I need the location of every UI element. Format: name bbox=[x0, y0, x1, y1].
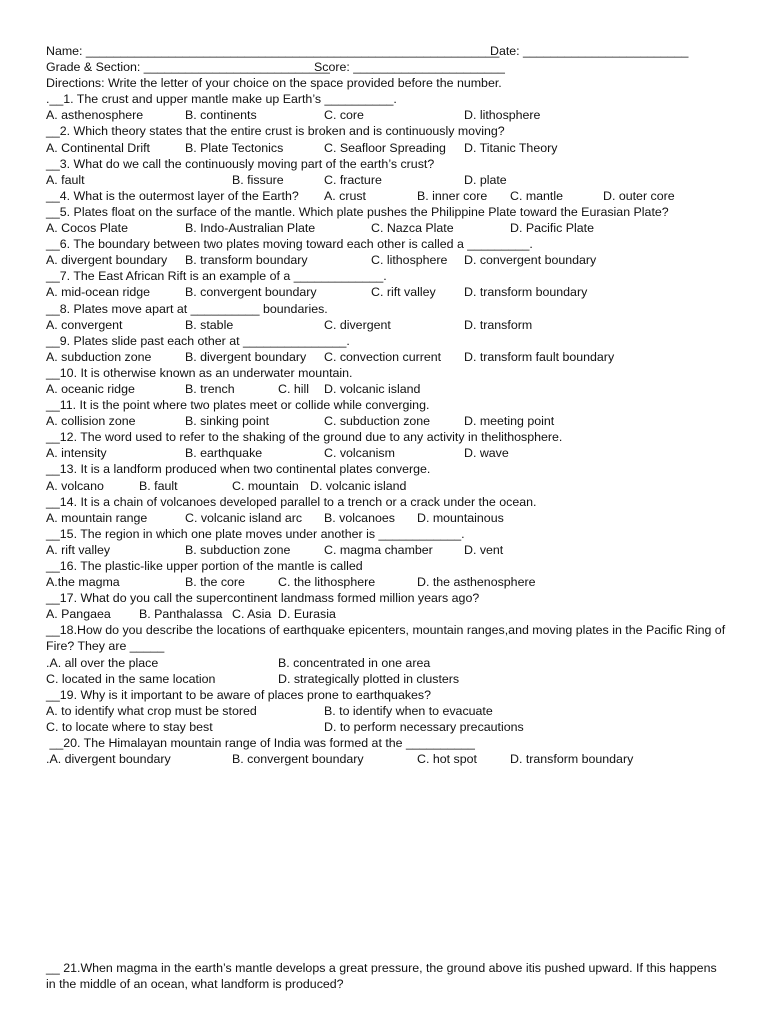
question-text: __6. The boundary between two plates moving toward each other is called a _________. bbox=[46, 237, 533, 252]
option: B. the core bbox=[185, 575, 245, 590]
option: A. volcano bbox=[46, 478, 104, 493]
option: A. Continental Drift bbox=[46, 140, 150, 155]
option: C. magma chamber bbox=[324, 542, 433, 557]
option: D. plate bbox=[464, 172, 507, 187]
question bbox=[46, 301, 726, 317]
option: A. asthenosphere bbox=[46, 108, 144, 123]
option: B. volcanoes bbox=[324, 510, 395, 525]
option: A. fault bbox=[46, 172, 85, 187]
directions bbox=[46, 75, 726, 91]
option: B. fault bbox=[139, 478, 178, 493]
question-text: __17. What do you call the supercontinent landmass formed million years ago? bbox=[46, 591, 480, 606]
options-row bbox=[46, 220, 726, 236]
option: C. volcanism bbox=[324, 446, 395, 461]
question bbox=[46, 494, 726, 510]
question-text: __13. It is a landform produced when two continental plates converge. bbox=[46, 462, 431, 477]
question bbox=[46, 268, 726, 284]
date-field[interactable]: Date: ________________________ bbox=[490, 44, 689, 58]
question bbox=[46, 365, 726, 381]
question bbox=[46, 461, 726, 477]
option: C. the lithosphere bbox=[278, 575, 376, 590]
option: A. intensity bbox=[46, 446, 107, 461]
option: C. subduction zone bbox=[324, 414, 431, 429]
options-row bbox=[46, 671, 726, 687]
question bbox=[46, 188, 726, 204]
option: B. inner core bbox=[417, 188, 488, 203]
option: D. vent bbox=[464, 542, 504, 557]
name-field[interactable]: Name: ____________________________________________________________ bbox=[46, 44, 500, 58]
option: B. stable bbox=[185, 317, 234, 332]
option: D. wave bbox=[464, 446, 509, 461]
options-row bbox=[46, 478, 726, 494]
option: D. to perform necessary precautions bbox=[324, 719, 524, 734]
option: B. divergent boundary bbox=[185, 349, 307, 364]
options-row bbox=[46, 703, 726, 719]
option: A. divergent boundary bbox=[46, 253, 168, 268]
option: A. rift valley bbox=[46, 542, 111, 557]
question-text: __10. It is otherwise known as an underwater mountain. bbox=[46, 365, 353, 380]
option: D. strategically plotted in clusters bbox=[278, 671, 460, 686]
question-text: __18.How do you describe the locations of earthquake epicenters, mountain ranges,and moving plates in the Pacific Ring of Fire? They are _____ bbox=[46, 623, 726, 654]
question-text: __5. Plates float on the surface of the mantle. Which plate pushes the Philippine Plate toward the Eurasian Plate? bbox=[46, 204, 669, 219]
options-row bbox=[46, 317, 726, 333]
option: B. earthquake bbox=[185, 446, 263, 461]
option: C. Nazca Plate bbox=[371, 221, 454, 236]
option: C. Asia bbox=[232, 607, 272, 622]
option: C. to locate where to stay best bbox=[46, 719, 213, 734]
header-row-1 bbox=[46, 43, 726, 59]
option: D. the asthenosphere bbox=[417, 575, 536, 590]
question-text: __7. The East African Rift is an example of a _____________. bbox=[46, 269, 387, 284]
question bbox=[46, 333, 726, 349]
header-row-2 bbox=[46, 59, 726, 75]
options-row bbox=[46, 349, 726, 365]
question-text: __15. The region in which one plate moves under another is ____________. bbox=[46, 526, 465, 541]
question-text: __4. What is the outermost layer of the Earth? bbox=[46, 188, 299, 203]
score-field[interactable]: Score: ______________________ bbox=[314, 60, 505, 75]
options-row bbox=[46, 574, 726, 590]
option: C. Seafloor Spreading bbox=[324, 140, 446, 155]
option: B. subduction zone bbox=[185, 542, 291, 557]
option: D. transform bbox=[464, 317, 533, 332]
option: D. transform fault boundary bbox=[464, 349, 615, 364]
option: D. volcanic island bbox=[324, 381, 421, 396]
option: C. core bbox=[324, 108, 364, 123]
question-text: __16. The plastic-like upper portion of the mantle is called bbox=[46, 559, 363, 573]
option: D. transform boundary bbox=[510, 752, 634, 767]
option: C. fracture bbox=[324, 172, 382, 187]
options-row bbox=[46, 655, 726, 671]
option: B. continents bbox=[185, 108, 257, 123]
option: C. lithosphere bbox=[371, 253, 448, 268]
options-row bbox=[46, 751, 726, 767]
question bbox=[46, 397, 726, 413]
grade-section-field[interactable]: Grade & Section: ___________________________ bbox=[46, 60, 330, 75]
option: A. subduction zone bbox=[46, 349, 152, 364]
question bbox=[46, 735, 726, 751]
option: .A. all over the place bbox=[46, 655, 159, 670]
option: D. mountainous bbox=[417, 510, 504, 525]
options-row bbox=[46, 445, 726, 461]
question bbox=[46, 960, 726, 992]
question-text: __ 21.When magma in the earth’s mantle develops a great pressure, the ground above itis pushed upward. If this happens in the middle of an ocean, what landform is produced? bbox=[46, 961, 717, 992]
options-row bbox=[46, 413, 726, 429]
option: B. Panthalassa bbox=[139, 607, 223, 622]
option: B. to identify when to evacuate bbox=[324, 703, 493, 718]
question bbox=[46, 123, 726, 139]
question bbox=[46, 622, 726, 654]
option: A. collision zone bbox=[46, 414, 136, 429]
option: B. Plate Tectonics bbox=[185, 140, 284, 155]
question-text: __3. What do we call the continuously moving part of the earth’s crust? bbox=[46, 156, 435, 171]
directions-text: Directions: Write the letter of your choice on the space provided before the number. bbox=[46, 76, 502, 91]
option: C. divergent bbox=[324, 317, 391, 332]
option: D. meeting point bbox=[464, 414, 555, 429]
option: C. located in the same location bbox=[46, 671, 216, 686]
question bbox=[46, 91, 726, 107]
question bbox=[46, 526, 726, 542]
option: A. oceanic ridge bbox=[46, 381, 135, 396]
option: C. rift valley bbox=[371, 285, 436, 300]
question-text: __12. The word used to refer to the shaking of the ground due to any activity in thelithosphere. bbox=[46, 430, 563, 445]
question bbox=[46, 687, 726, 703]
option: A. Cocos Plate bbox=[46, 221, 128, 236]
options-row bbox=[46, 542, 726, 558]
options-row bbox=[46, 107, 726, 123]
question-text: __2. Which theory states that the entire crust is broken and is continuously moving? bbox=[46, 124, 505, 139]
question bbox=[46, 590, 726, 606]
question bbox=[46, 429, 726, 445]
option: D. Eurasia bbox=[278, 607, 336, 622]
option: A. mid-ocean ridge bbox=[46, 285, 150, 300]
option: D. outer core bbox=[603, 188, 675, 203]
option: B. transform boundary bbox=[185, 253, 308, 268]
options-row bbox=[46, 719, 726, 735]
option: C. hill bbox=[278, 381, 309, 396]
option: B. convergent boundary bbox=[185, 285, 317, 300]
options-row bbox=[46, 381, 726, 397]
question bbox=[46, 156, 726, 172]
question bbox=[46, 236, 726, 252]
option: B. trench bbox=[185, 381, 235, 396]
question-text: __11. It is the point where two plates meet or collide while converging. bbox=[46, 398, 430, 413]
option: C. mountain bbox=[232, 478, 299, 493]
options-row bbox=[46, 172, 726, 188]
option: B. concentrated in one area bbox=[278, 655, 431, 670]
option: B. sinking point bbox=[185, 414, 270, 429]
option: B. Indo-Australian Plate bbox=[185, 221, 316, 236]
options-row bbox=[46, 606, 726, 622]
question bbox=[46, 558, 726, 574]
option: B. fissure bbox=[232, 172, 284, 187]
option: A. Pangaea bbox=[46, 607, 111, 622]
option: A. to identify what crop must be stored bbox=[46, 703, 257, 718]
option: C. mantle bbox=[510, 188, 564, 203]
options-row bbox=[46, 284, 726, 300]
question-text: __9. Plates slide past each other at _______________. bbox=[46, 333, 350, 348]
question bbox=[46, 204, 726, 220]
options-row bbox=[46, 140, 726, 156]
option: C. convection current bbox=[324, 349, 442, 364]
question-text: __8. Plates move apart at __________ boundaries. bbox=[46, 301, 328, 316]
options-row bbox=[46, 510, 726, 526]
option: A. crust bbox=[324, 188, 366, 203]
option: D. lithosphere bbox=[464, 108, 541, 123]
option: D. volcanic island bbox=[310, 478, 407, 493]
question-text: .__1. The crust and upper mantle make up Earth’s __________. bbox=[46, 92, 397, 107]
option: D. Titanic Theory bbox=[464, 140, 558, 155]
question-text: __19. Why is it important to be aware of places prone to earthquakes? bbox=[46, 687, 432, 702]
option: D. transform boundary bbox=[464, 285, 588, 300]
option: D. convergent boundary bbox=[464, 253, 597, 268]
option: .A. divergent boundary bbox=[46, 752, 171, 767]
options-row bbox=[46, 252, 726, 268]
option: A.the magma bbox=[46, 575, 120, 590]
option: C. volcanic island arc bbox=[185, 510, 303, 525]
question-text: __14. It is a chain of volcanoes developed parallel to a trench or a crack under the ocean. bbox=[46, 494, 537, 509]
option: C. hot spot bbox=[417, 752, 477, 767]
option: D. Pacific Plate bbox=[510, 221, 595, 236]
option: A. mountain range bbox=[46, 510, 148, 525]
option: A. convergent bbox=[46, 317, 123, 332]
worksheet bbox=[46, 43, 726, 767]
option: B. convergent boundary bbox=[232, 752, 364, 767]
question-text: __20. The Himalayan mountain range of India was formed at the __________ bbox=[46, 736, 475, 751]
